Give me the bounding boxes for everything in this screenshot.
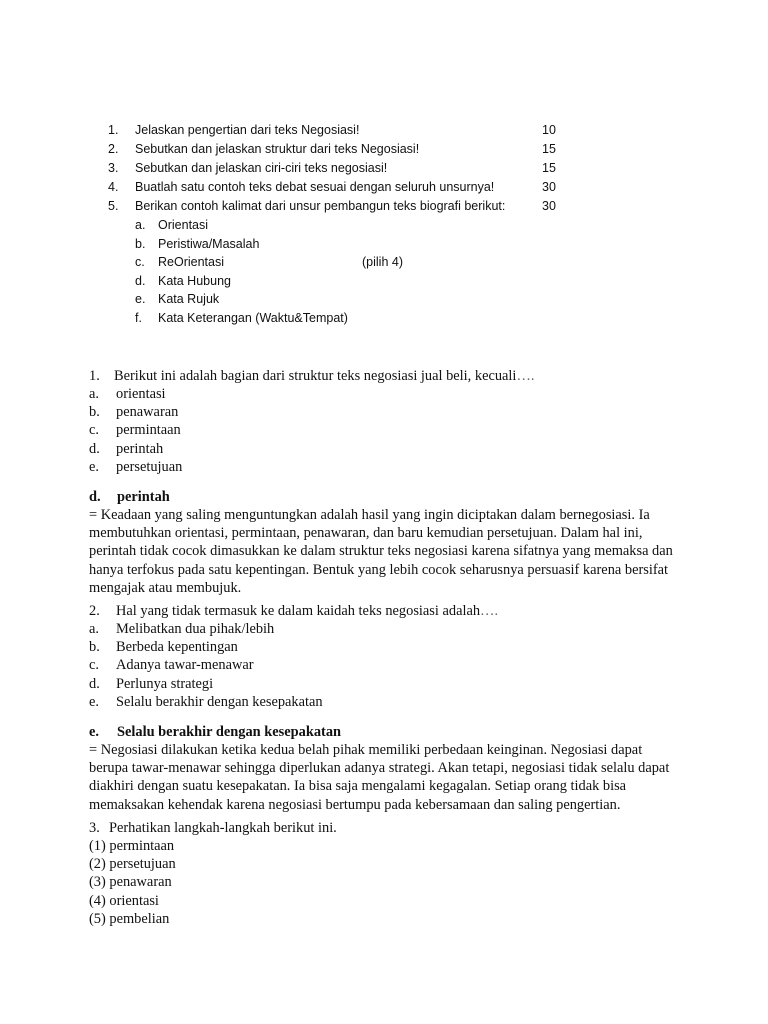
item-score: 15 bbox=[542, 142, 556, 156]
sub-item bbox=[108, 253, 578, 272]
answer-key bbox=[89, 723, 689, 741]
question-number: 3. bbox=[89, 820, 100, 836]
assignment-item bbox=[108, 121, 578, 140]
option-letter: e. bbox=[89, 693, 99, 710]
answer-key bbox=[89, 488, 689, 506]
option-text: penawaran bbox=[116, 404, 179, 421]
question-text: Hal yang tidak termasuk ke dalam kaidah teks negosiasi adalah bbox=[116, 603, 481, 619]
question-number: 2. bbox=[89, 603, 100, 619]
question-1 bbox=[89, 367, 689, 597]
option-letter: b. bbox=[89, 404, 100, 421]
option-letter: a. bbox=[89, 621, 99, 637]
sub-item-text: Peristiwa/Masalah bbox=[158, 236, 260, 251]
option bbox=[89, 440, 689, 458]
option bbox=[89, 458, 689, 476]
option bbox=[89, 638, 689, 656]
question-stem bbox=[89, 602, 689, 620]
sub-item-text: Kata Keterangan (Waktu&Tempat) bbox=[158, 310, 348, 325]
sub-item-letter: e. bbox=[135, 292, 146, 307]
assignment-item bbox=[108, 159, 578, 178]
sub-item-letter: b. bbox=[135, 236, 146, 251]
answer-text: Selalu berakhir dengan kesepakatan bbox=[117, 724, 342, 741]
step-item: (2) persetujuan bbox=[89, 856, 176, 873]
item-number: 2. bbox=[108, 142, 119, 156]
step-item: (4) orientasi bbox=[89, 892, 159, 909]
answer-letter: d. bbox=[89, 489, 101, 506]
sub-item bbox=[108, 272, 578, 291]
option-text: Berbeda kepentingan bbox=[116, 639, 238, 656]
option bbox=[89, 403, 689, 421]
option-text: Melibatkan dua pihak/lebih bbox=[116, 621, 275, 637]
option-text: permintaan bbox=[116, 422, 181, 439]
sub-item bbox=[108, 309, 578, 328]
option-letter: b. bbox=[89, 639, 100, 656]
item-text: Buatlah satu contoh teks debat sesuai dengan seluruh unsurnya! bbox=[135, 180, 495, 194]
item-score: 10 bbox=[542, 123, 556, 137]
option-text: Perlunya strategi bbox=[116, 675, 214, 692]
step-item: (5) pembelian bbox=[89, 910, 170, 927]
assignment-item bbox=[108, 178, 578, 197]
sub-item-letter: f. bbox=[135, 310, 142, 325]
option-text: orientasi bbox=[116, 386, 166, 402]
item-number: 4. bbox=[108, 180, 119, 194]
sub-item-text: Kata Rujuk bbox=[158, 292, 220, 307]
sub-item bbox=[108, 216, 578, 235]
option-letter: a. bbox=[89, 386, 99, 402]
item-text: Berikan contoh kalimat dari unsur pembangun teks biografi berikut: bbox=[135, 199, 506, 213]
item-score: 30 bbox=[542, 180, 556, 194]
sub-item-text: Kata Hubung bbox=[158, 273, 231, 288]
item-number: 5. bbox=[108, 199, 119, 213]
item-text: Sebutkan dan jelaskan ciri-ciri teks negosiasi! bbox=[135, 161, 388, 175]
option-text: perintah bbox=[116, 440, 164, 457]
question-dots: …. bbox=[480, 603, 499, 619]
assignment-item bbox=[108, 140, 578, 159]
option-letter: d. bbox=[89, 440, 100, 457]
option-text: Adanya tawar-menawar bbox=[116, 657, 254, 674]
sub-item-letter: a. bbox=[135, 218, 146, 232]
assignment-item bbox=[108, 197, 578, 216]
answer-text: perintah bbox=[117, 489, 170, 506]
question-text: Berikut ini adalah bagian dari struktur teks negosiasi jual beli, kecuali bbox=[114, 368, 517, 384]
option bbox=[89, 620, 689, 638]
sub-item bbox=[108, 290, 578, 309]
choose-note: (pilih 4) bbox=[362, 255, 403, 270]
option-text: persetujuan bbox=[116, 458, 183, 475]
item-score: 15 bbox=[542, 161, 556, 175]
item-number: 1. bbox=[108, 123, 119, 137]
option-text: Selalu berakhir dengan kesepakatan bbox=[116, 693, 323, 710]
sub-item-text: Orientasi bbox=[158, 218, 209, 232]
option-letter: d. bbox=[89, 675, 100, 692]
item-text: Jelaskan pengertian dari teks Negosiasi! bbox=[135, 123, 360, 137]
option-letter: e. bbox=[89, 458, 99, 475]
question-stem bbox=[89, 367, 689, 385]
option-letter: c. bbox=[89, 422, 99, 439]
item-text: Sebutkan dan jelaskan struktur dari teks Negosiasi! bbox=[135, 142, 420, 156]
option-letter: c. bbox=[89, 657, 99, 674]
sub-item-text: ReOrientasi bbox=[158, 255, 224, 270]
question-stem bbox=[89, 819, 689, 837]
option bbox=[89, 656, 689, 674]
option bbox=[89, 385, 689, 403]
item-score: 30 bbox=[542, 199, 556, 213]
option bbox=[89, 421, 689, 439]
sub-item-letter: d. bbox=[135, 273, 146, 288]
item-number: 3. bbox=[108, 161, 119, 175]
step-item: (3) penawaran bbox=[89, 874, 172, 891]
option bbox=[89, 675, 689, 693]
sub-item bbox=[108, 235, 578, 254]
question-2 bbox=[89, 602, 689, 814]
question-text: Perhatikan langkah-langkah berikut ini. bbox=[109, 820, 337, 836]
assignment-list bbox=[108, 121, 578, 328]
answer-letter: e. bbox=[89, 724, 99, 741]
option bbox=[89, 693, 689, 711]
sub-item-letter: c. bbox=[135, 255, 145, 270]
step-item: (1) permintaan bbox=[89, 838, 175, 854]
answer-explanation: = Negosiasi dilakukan ketika kedua belah pihak memiliki perbedaan keinginan. Negosiasi dapat berupa tawar-menawar sehingga diperlukan adanya strategi. Akan tetapi, negosiasi tidak selalu dapat diakhiri dengan suatu kesepakatan. Ia bisa saja mengalami kegagalan. Setiap orang tidak bisa memaksakan kehendak karena negosiasi bertumpu pada kebersamaan dan saling pengertian. bbox=[89, 742, 670, 813]
question-number: 1. bbox=[89, 368, 100, 384]
question-3 bbox=[89, 819, 689, 928]
question-dots: …. bbox=[516, 368, 535, 384]
answer-explanation: = Keadaan yang saling menguntungkan adalah hasil yang ingin diciptakan dalam bernegosiasi. Ia membutuhkan orientasi, permintaan, penawaran, dan baru kemudian persetujuan. Dalam hal ini, perintah tidak cocok dimasukkan ke dalam struktur teks negosiasi karena sifatnya yang memaksa dan hanya terfokus pada satu kepentingan. Bentuk yang lebih cocok seharusnya persuasif karena bersifat mengajak atau membujuk. bbox=[89, 507, 673, 596]
